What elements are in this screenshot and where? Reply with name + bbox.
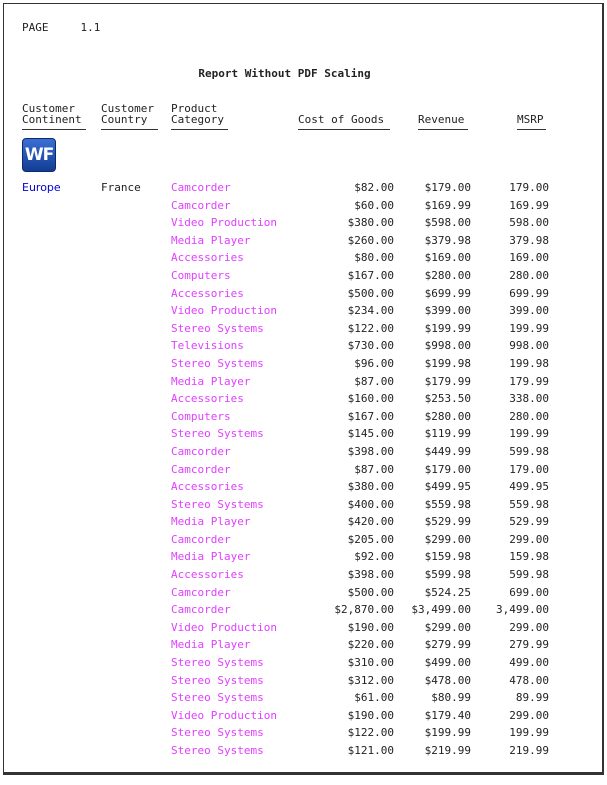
cost-cell: $190.00 [347,708,394,722]
cost-cell: $205.00 [347,532,394,546]
table-row [4,285,604,303]
cost-cell: $220.00 [347,638,394,652]
header-country-line2: Country [101,113,148,126]
msrp-cell: 199.98 [509,356,549,370]
category-cell: Stereo Systems [171,744,264,757]
table-row [4,337,604,355]
revenue-cell: $179.00 [424,462,471,476]
revenue-cell: $299.00 [424,620,471,634]
country-value: France [101,181,141,194]
cost-cell: $500.00 [347,585,394,599]
category-cell: Media Player [171,515,251,529]
category-cell: Video Production [171,304,277,318]
table-row [4,390,604,408]
category-cell: Camcorder [171,603,231,617]
msrp-cell: 559.98 [509,497,549,511]
msrp-cell: 179.00 [509,462,549,476]
header-underline [517,129,546,130]
category-cell: Video Production [171,620,277,634]
table-row [4,636,604,654]
revenue-cell: $280.00 [424,268,471,282]
header-underline [101,129,158,130]
cost-cell: $167.00 [347,409,394,423]
msrp-cell: 379.98 [509,233,549,247]
category-cell: Stereo Systems [171,691,264,705]
revenue-cell: $179.40 [424,708,471,722]
msrp-cell: 199.99 [509,726,549,740]
table-row [4,179,604,197]
revenue-cell: $219.99 [424,744,471,757]
table-row [4,513,604,531]
header-underline [418,129,468,130]
table-row [4,302,604,320]
revenue-cell: $199.99 [424,321,471,335]
msrp-cell: 299.00 [509,708,549,722]
category-cell: Camcorder [171,198,231,212]
table-row [4,672,604,690]
cost-cell: $400.00 [347,497,394,511]
revenue-cell: $599.98 [424,568,471,582]
header-revenue-label: Revenue [418,113,465,126]
category-cell: Camcorder [171,462,231,476]
table-row [4,355,604,373]
category-cell: Video Production [171,216,277,230]
revenue-cell: $169.00 [424,251,471,265]
table-row [4,531,604,549]
category-cell: Camcorder [171,585,231,599]
table-row [4,478,604,496]
table-row [4,707,604,725]
msrp-cell: 179.00 [509,181,549,194]
cost-cell: $80.00 [354,251,394,265]
category-cell: Video Production [171,708,277,722]
table-row [4,548,604,566]
revenue-cell: $279.99 [424,638,471,652]
cost-cell: $380.00 [347,480,394,494]
cost-cell: $61.00 [354,691,394,705]
table-row [4,320,604,338]
msrp-cell: 529.99 [509,515,549,529]
cost-cell: $87.00 [354,374,394,388]
revenue-cell: $524.25 [424,585,471,599]
category-cell: Computers [171,268,231,282]
table-row [4,214,604,232]
header-cost-of-goods [298,114,384,125]
header-country-line1: Customer [101,102,154,115]
cost-cell: $310.00 [347,656,394,670]
cost-cell: $122.00 [347,321,394,335]
table-row [4,267,604,285]
table-row [4,601,604,619]
cost-cell: $730.00 [347,339,394,353]
header-continent-line1: Customer [22,102,75,115]
msrp-cell: 299.00 [509,620,549,634]
msrp-cell: 699.99 [509,286,549,300]
msrp-cell: 159.98 [509,550,549,564]
revenue-cell: $499.00 [424,656,471,670]
msrp-cell: 499.00 [509,656,549,670]
header-underline [171,129,228,130]
category-cell: Accessories [171,392,244,406]
revenue-cell: $80.99 [431,691,471,705]
webfocus-logo: WF [22,138,56,172]
cost-cell: $398.00 [347,444,394,458]
category-cell: Stereo Systems [171,427,264,441]
revenue-cell: $559.98 [424,497,471,511]
cost-cell: $190.00 [347,620,394,634]
revenue-cell: $280.00 [424,409,471,423]
header-revenue [418,114,464,125]
header-cost-label: Cost of Goods [298,113,385,126]
table-row [4,461,604,479]
cost-cell: $60.00 [354,198,394,212]
header-msrp-label: MSRP [517,113,544,126]
cost-cell: $121.00 [347,744,394,757]
revenue-cell: $598.00 [424,216,471,230]
header-customer-country [101,103,154,125]
cost-cell: $167.00 [347,268,394,282]
msrp-cell: 199.99 [509,321,549,335]
msrp-cell: 599.98 [509,444,549,458]
cost-cell: $96.00 [354,356,394,370]
revenue-cell: $3,499.00 [411,603,471,617]
msrp-cell: 169.00 [509,251,549,265]
category-cell: Accessories [171,286,244,300]
msrp-cell: 499.95 [509,480,549,494]
cost-cell: $87.00 [354,462,394,476]
table-row [4,373,604,391]
header-continent-line2: Continent [22,113,82,126]
cost-cell: $312.00 [347,673,394,687]
table-row [4,408,604,426]
category-cell: Computers [171,409,231,423]
cost-cell: $145.00 [347,427,394,441]
table-row [4,584,604,602]
cost-cell: $122.00 [347,726,394,740]
table-row [4,197,604,215]
report-title: Report Without PDF Scaling [198,67,371,80]
msrp-cell: 478.00 [509,673,549,687]
category-cell: Accessories [171,568,244,582]
cost-cell: $92.00 [354,550,394,564]
table-row [4,566,604,584]
table-row [4,232,604,250]
header-category-line2: Category [171,113,224,126]
header-customer-continent [22,103,82,125]
page-indicator [22,21,100,34]
cost-cell: $260.00 [347,233,394,247]
msrp-cell: 399.00 [509,304,549,318]
revenue-cell: $253.50 [424,392,471,406]
page-label: PAGE [22,21,49,34]
msrp-cell: 998.00 [509,339,549,353]
header-msrp [517,114,544,125]
cost-cell: $82.00 [354,181,394,194]
header-underline [22,129,86,130]
revenue-cell: $399.00 [424,304,471,318]
msrp-cell: 280.00 [509,268,549,282]
msrp-cell: 699.00 [509,585,549,599]
category-cell: Media Player [171,550,251,564]
cost-cell: $420.00 [347,515,394,529]
table-row [4,654,604,672]
revenue-cell: $449.99 [424,444,471,458]
table-row [4,724,604,742]
revenue-cell: $199.98 [424,356,471,370]
msrp-cell: 199.99 [509,427,549,441]
cost-cell: $234.00 [347,304,394,318]
category-cell: Camcorder [171,532,231,546]
revenue-cell: $699.99 [424,286,471,300]
msrp-cell: 279.99 [509,638,549,652]
category-cell: Stereo Systems [171,497,264,511]
category-cell: Camcorder [171,181,231,194]
category-cell: Stereo Systems [171,656,264,670]
table-row [4,496,604,514]
category-cell: Camcorder [171,444,231,458]
msrp-cell: 89.99 [515,691,549,705]
revenue-cell: $199.99 [424,726,471,740]
report-rows [4,179,604,760]
msrp-cell: 598.00 [509,216,549,230]
table-row [4,619,604,637]
category-cell: Accessories [171,480,244,494]
report-page [3,3,604,775]
revenue-cell: $529.99 [424,515,471,529]
revenue-cell: $478.00 [424,673,471,687]
msrp-cell: 3,499.00 [496,603,549,617]
header-underline [298,129,390,130]
revenue-cell: $119.99 [424,427,471,441]
category-cell: Televisions [171,339,244,353]
revenue-cell: $499.95 [424,480,471,494]
msrp-cell: 299.00 [509,532,549,546]
category-cell: Stereo Systems [171,673,264,687]
table-row [4,443,604,461]
cost-cell: $380.00 [347,216,394,230]
cost-cell: $398.00 [347,568,394,582]
revenue-cell: $379.98 [424,233,471,247]
category-cell: Accessories [171,251,244,265]
msrp-cell: 219.99 [509,744,549,757]
revenue-cell: $179.99 [424,374,471,388]
msrp-cell: 280.00 [509,409,549,423]
category-cell: Stereo Systems [171,726,264,740]
revenue-cell: $998.00 [424,339,471,353]
category-cell: Media Player [171,233,251,247]
table-row [4,249,604,267]
continent-value: Europe [22,181,61,194]
revenue-cell: $299.00 [424,532,471,546]
msrp-cell: 599.98 [509,568,549,582]
category-cell: Stereo Systems [171,356,264,370]
category-cell: Stereo Systems [171,321,264,335]
msrp-cell: 338.00 [509,392,549,406]
revenue-cell: $159.98 [424,550,471,564]
revenue-cell: $169.99 [424,198,471,212]
table-row [4,425,604,443]
cost-cell: $500.00 [347,286,394,300]
msrp-cell: 179.99 [509,374,549,388]
revenue-cell: $179.00 [424,181,471,194]
table-row [4,689,604,707]
msrp-cell: 169.99 [509,198,549,212]
category-cell: Media Player [171,374,251,388]
category-cell: Media Player [171,638,251,652]
header-category-line1: Product [171,102,218,115]
page-number: 1.1 [80,21,101,34]
cost-cell: $160.00 [347,392,394,406]
table-row [4,742,604,760]
cost-cell: $2,870.00 [334,603,394,617]
header-product-category [171,103,224,125]
